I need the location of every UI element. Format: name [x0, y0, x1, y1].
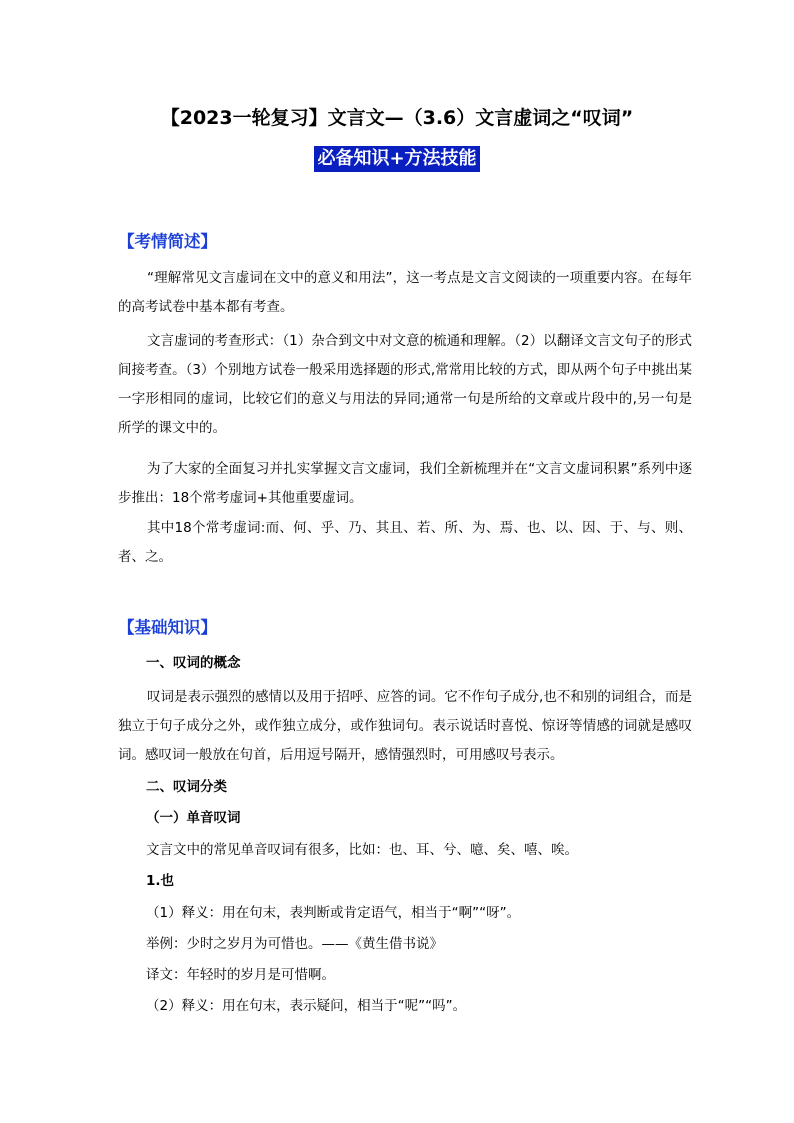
- subheading-single-syllable: （一）单音叹词: [146, 810, 241, 826]
- section-heading-basic-knowledge: 【基础知识】: [118, 618, 217, 637]
- text-common-interjections: 文言文中的常见单音叹词有很多，比如：也、耳、兮、噫、矣、嘻、唉。: [146, 842, 578, 858]
- document-title: 【2023一轮复习】文言文—（3.6）文言虚词之“叹词”: [160, 107, 634, 129]
- paragraph-intro: “理解常见文言虚词在文中的意义和用法”，这一考点是文言文阅读的一项重要内容。在每年的高考试卷中基本都有考查。: [118, 270, 692, 315]
- paragraph-exam-forms: 文言虚词的考查形式：（1）杂合到文中对文意的梳通和理解。（2）以翻译文言文句子的形式间接考查。（3）个别地方试卷一般采用选择题的形式,常常用比较的方式，即从两个句子中挑出某一字形相同的虚词，比较它们的意义与用法的异同;通常一句是所给的文章或片段中的,另一句是所学的课文中的。: [118, 333, 692, 436]
- subheading-concept: 一、叹词的概念: [146, 655, 241, 671]
- paragraph-review-series: 为了大家的全面复习并扎实掌握文言文虚词，我们全新梳理并在“文言文虚词积累”系列中逐步推出：18个常考虚词+其他重要虚词。: [118, 461, 692, 506]
- definition-2: （2）释义：用在句末，表示疑问，相当于“呢”“吗”。: [146, 998, 467, 1014]
- example-1: 举例：少时之岁月为可惜也。——《黄生借书说》: [146, 936, 443, 952]
- definition-1: （1）释义：用在句末，表判断或肯定语气，相当于“啊”“呀”。: [146, 905, 521, 921]
- item-title-ye: 1.也: [146, 873, 175, 889]
- translation-1: 译文：年轻时的岁月是可惜啊。: [146, 967, 335, 983]
- paragraph-common-words: 其中18个常考虚词:而、何、乎、乃、其且、若、所、为、焉、也、以、因、于、与、则、者、之。: [118, 520, 692, 565]
- subtitle-wrap: [0, 146, 794, 172]
- paragraph-concept: 叹词是表示强烈的感情以及用于招呼、应答的词。它不作句子成分,也不和别的词组合，而是独立于句子成分之外，或作独立成分，或作独词句。表示说话时喜悦、惊讶等情感的词就是感叹词。感叹词一般放在句首，后用逗号隔开，感情强烈时，可用感叹号表示。: [118, 689, 692, 763]
- subtitle-banner: 必备知识+方法技能: [314, 146, 479, 172]
- subheading-classification: 二、叹词分类: [146, 779, 227, 795]
- section-heading-exam-overview: 【考情简述】: [118, 232, 217, 251]
